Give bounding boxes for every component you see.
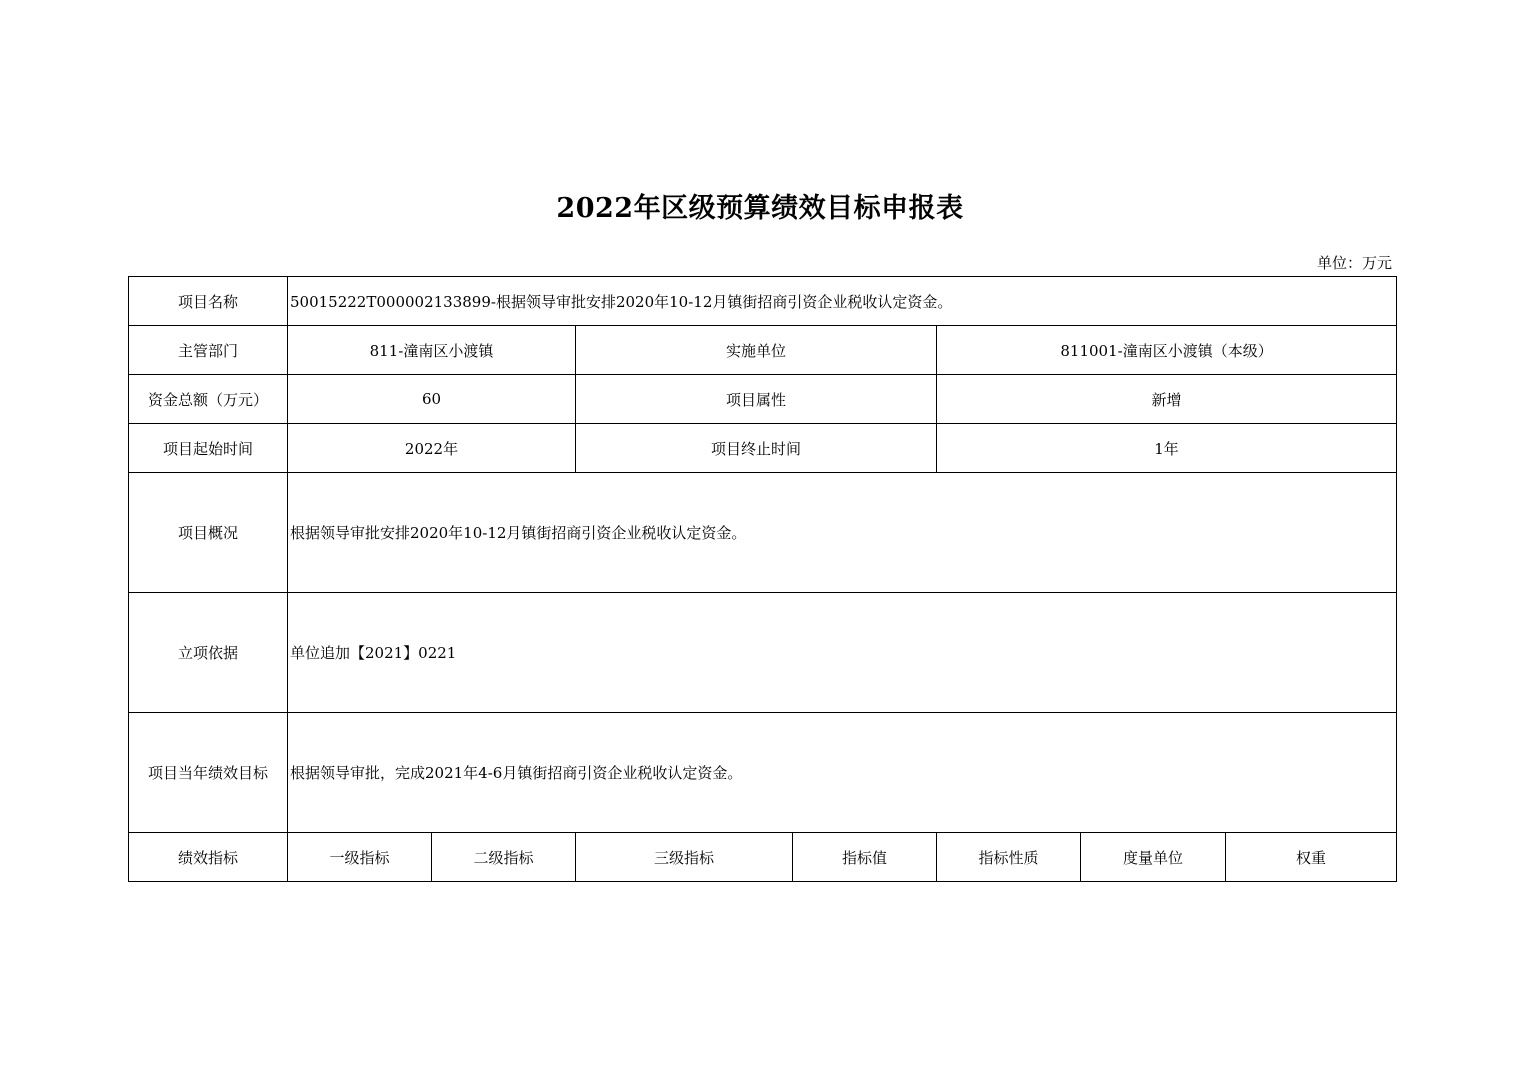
indicator-header-value: 指标值	[793, 833, 937, 882]
department-label: 主管部门	[129, 326, 288, 375]
project-basis-value: 单位追加【2021】0221	[288, 593, 1397, 713]
annual-goal-label: 项目当年绩效目标	[129, 713, 288, 833]
unit-label: 单位：万元	[1316, 254, 1392, 272]
row-basis	[129, 593, 1397, 713]
project-basis-label: 立项依据	[129, 593, 288, 713]
project-name-label: 项目名称	[129, 277, 288, 326]
row-annual-goal	[129, 713, 1397, 833]
project-overview-label: 项目概况	[129, 473, 288, 593]
row-department	[129, 326, 1397, 375]
start-time-value: 2022年	[288, 424, 576, 473]
indicator-header-level2: 二级指标	[432, 833, 576, 882]
department-value: 811-潼南区小渡镇	[288, 326, 576, 375]
indicator-header-weight: 权重	[1226, 833, 1397, 882]
row-timing	[129, 424, 1397, 473]
project-overview-value: 根据领导审批安排2020年10-12月镇街招商引资企业税收认定资金。	[288, 473, 1397, 593]
page-title: 2022年区级预算绩效目标申报表	[556, 193, 964, 224]
row-overview	[129, 473, 1397, 593]
indicators-label: 绩效指标	[129, 833, 288, 882]
total-funding-label: 资金总额（万元）	[129, 375, 288, 424]
annual-goal-value: 根据领导审批，完成2021年4-6月镇街招商引资企业税收认定资金。	[288, 713, 1397, 833]
project-name-value: 50015222T000002133899-根据领导审批安排2020年10-12月镇街招商引资企业税收认定资金。	[288, 277, 1397, 326]
project-attribute-label: 项目属性	[576, 375, 937, 424]
indicator-header-nature: 指标性质	[937, 833, 1081, 882]
row-indicators	[129, 833, 1397, 882]
row-project-name	[129, 277, 1397, 326]
start-time-label: 项目起始时间	[129, 424, 288, 473]
total-funding-value: 60	[288, 375, 576, 424]
row-funding	[129, 375, 1397, 424]
project-attribute-value: 新增	[937, 375, 1397, 424]
end-time-label: 项目终止时间	[576, 424, 937, 473]
indicator-header-level1: 一级指标	[288, 833, 432, 882]
performance-target-table	[128, 276, 1397, 882]
indicator-header-unit: 度量单位	[1081, 833, 1226, 882]
implementing-unit-label: 实施单位	[576, 326, 937, 375]
indicator-header-level3: 三级指标	[576, 833, 793, 882]
end-time-value: 1年	[937, 424, 1397, 473]
implementing-unit-value: 811001-潼南区小渡镇（本级）	[937, 326, 1397, 375]
